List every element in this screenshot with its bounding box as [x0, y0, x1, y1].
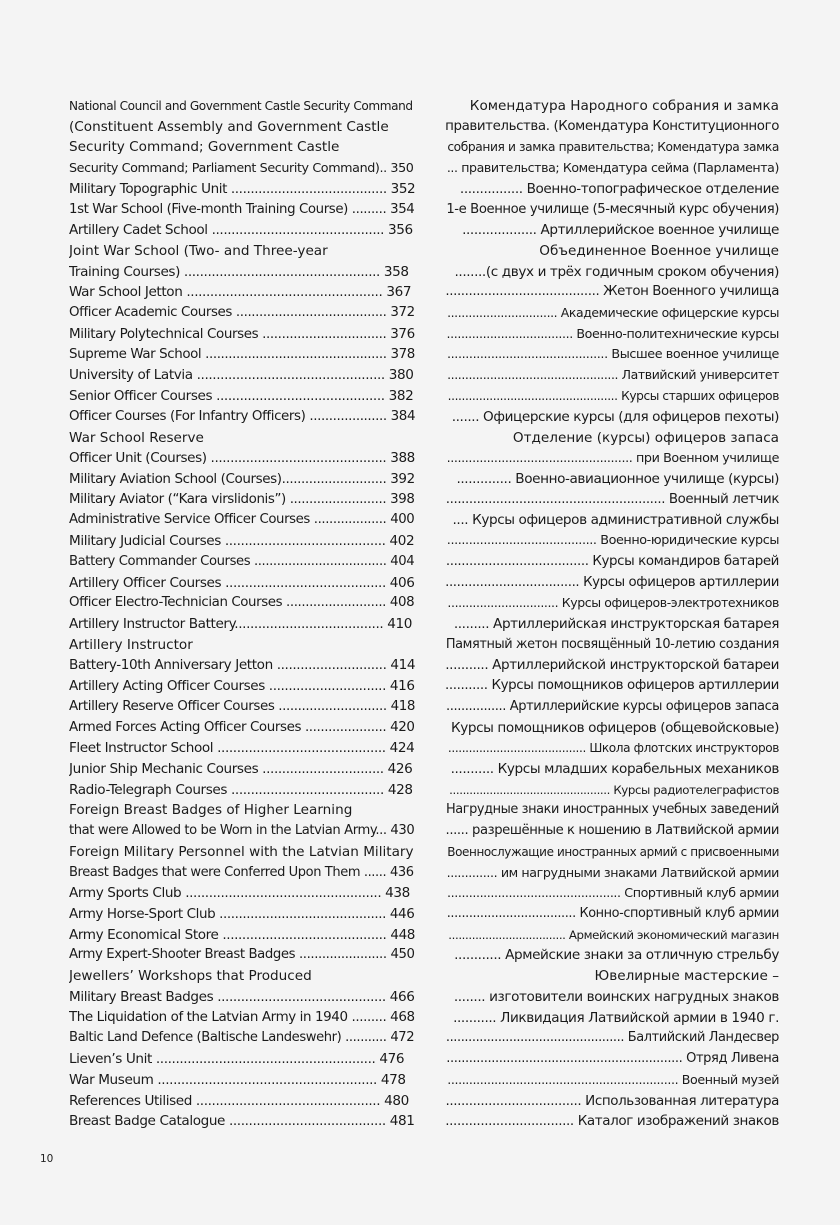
- toc-entry-en: Officer Unit (Courses) ............................................. 388: [69, 450, 415, 467]
- toc-entry-en: Training Courses) .................................................. 358: [69, 263, 409, 280]
- toc-entry-en: Foreign Breast Badges of Higher Learning: [69, 802, 353, 819]
- toc-entry-en: Junior Ship Mechanic Courses ............................... 426: [69, 761, 413, 777]
- toc-entry-en: Artillery Acting Officer Courses .............................. 416: [69, 678, 415, 695]
- toc-entry-en: Army Sports Club .................................................. 438: [69, 885, 410, 902]
- toc-entry-ru: ......................................................... Военный летчик: [445, 491, 779, 507]
- toc-entry-en: Officer Academic Courses ....................................... 372: [69, 305, 415, 321]
- toc-entry-en: National Council and Government Castle Security Command: [69, 99, 413, 113]
- toc-entry-ru: ................................... Военно-политехнические курсы: [446, 325, 779, 341]
- toc-entry-ru: ........... Ликвидация Латвийской армии в 1940 г.: [453, 1009, 779, 1026]
- toc-entry-en: War Museum ........................................................ 478: [69, 1071, 406, 1088]
- toc-entry-ru: Объединенное Военное училище: [539, 243, 779, 260]
- toc-entry-en: The Liquidation of the Latvian Army in 1940 ......... 468: [69, 1009, 415, 1025]
- toc-entry-en: that were Allowed to be Worn in the Latvian Army... 430: [69, 823, 415, 839]
- toc-entry-en: Foreign Military Personnel with the Latvian Military: [69, 843, 414, 860]
- toc-entry-ru: ... правительства; Комендатура сейма (Парламента): [446, 160, 779, 176]
- toc-entry-ru: собрания и замка правительства; Комендатура замка: [447, 140, 779, 155]
- toc-entry-ru: ........... Курсы младших корабельных механиков: [450, 761, 779, 777]
- toc-entry-ru: ................................................................ Военный музей: [447, 1071, 779, 1087]
- toc-entry-ru: .............. им нагрудными знаками Латвийской армии: [446, 864, 779, 880]
- toc-entry-ru: .... Курсы офицеров административной службы: [452, 512, 779, 529]
- toc-entry-ru: ................................................ Латвийский университет: [447, 367, 779, 383]
- toc-entry-ru: Отделение (курсы) офицеров запаса: [512, 429, 779, 446]
- toc-entry-en: Artillery Officer Courses ......................................... 406: [69, 574, 415, 591]
- toc-entry-ru: 1-е Военное училище (5-месячный курс обучения): [446, 201, 779, 217]
- toc-entry-ru: Ювелирные мастерские –: [594, 968, 779, 985]
- toc-entry-en: Breast Badge Catalogue ........................................ 481: [69, 1113, 415, 1130]
- toc-entry-ru: правительства. (Комендатура Конституционного: [445, 118, 779, 134]
- toc-entry-ru: ............................................................... Отряд Ливена: [446, 1051, 779, 1067]
- toc-entry-ru: ............................... Академические офицерские курсы: [447, 305, 779, 321]
- toc-entry-ru: ................................... Курсы офицеров артиллерии: [445, 574, 779, 590]
- toc-entry-ru: ............................... Курсы офицеров-электротехников: [447, 595, 779, 611]
- toc-entry-ru: ................................................. Курсы старших офицеров: [447, 389, 779, 404]
- toc-entry-en: Military Judicial Courses ......................................... 402: [69, 533, 415, 550]
- toc-entry-en: Joint War School (Two- and Three-year: [69, 243, 328, 260]
- toc-entry-ru: Курсы помощников офицеров (общевойсковые): [450, 719, 779, 736]
- toc-entry-ru: ............ Армейские знаки за отличную стрельбу: [454, 947, 779, 964]
- toc-entry-ru: .............. Военно-авиационное училище (курсы): [456, 470, 779, 487]
- toc-entry-ru: ................................. Каталог изображений знаков: [445, 1113, 779, 1130]
- toc-entry-en: War School Reserve: [69, 429, 204, 446]
- toc-entry-ru: ........... Курсы помощников офицеров артиллерии: [445, 678, 779, 694]
- toc-entry-en: Administrative Service Officer Courses ................... 400: [69, 512, 415, 528]
- table-of-contents-russian: [445, 96, 779, 1132]
- toc-entry-en: Baltic Land Defence (Baltische Landeswehr) ........... 472: [69, 1030, 415, 1046]
- toc-entry-ru: ......... Артиллерийская инструкторская батарея: [453, 615, 779, 632]
- toc-entry-en: Military Breast Badges ........................................... 466: [69, 988, 415, 1005]
- toc-entry-en: Officer Courses (For Infantry Officers) .................... 384: [69, 408, 415, 424]
- toc-entry-ru: ................................... Армейский экономический магазин: [448, 927, 779, 942]
- toc-entry-ru: ................... Артиллерийское военное училище: [462, 222, 779, 239]
- toc-entry-ru: ....... Офицерские курсы (для офицеров пехоты): [451, 408, 779, 425]
- toc-entry-en: Security Command; Parliament Security Command).. 350: [69, 160, 414, 176]
- toc-entry-en: Artillery Instructor Battery...................................... 410: [69, 615, 412, 632]
- toc-entry-ru: ................................................ Курсы радиотелеграфистов: [449, 782, 779, 797]
- toc-entry-ru: Нагрудные знаки иностранных учебных заведений: [445, 802, 779, 818]
- toc-entry-en: Senior Officer Courses ........................................... 382: [69, 388, 414, 405]
- toc-entry-ru: ................................................... при Военном училище: [446, 450, 779, 466]
- toc-entry-ru: ................................... Использованная литература: [445, 1092, 779, 1109]
- toc-entry-en: Military Topographic Unit ........................................ 352: [69, 180, 415, 197]
- toc-entry-en: 1st War School (Five-month Training Course) ......... 354: [69, 201, 415, 217]
- toc-entry-ru: ........................................ Жетон Военного училища: [445, 284, 779, 300]
- toc-entry-en: Military Aviator (“Kara virslidonis”) ......................... 398: [69, 491, 415, 507]
- toc-entry-ru: ................................................ Спортивный клуб армии: [447, 885, 779, 901]
- toc-entry-ru: ...... разрешённые к ношению в Латвийской армии: [445, 823, 779, 839]
- toc-entry-en: Jewellers’ Workshops that Produced: [69, 968, 312, 985]
- toc-entry-ru: ........(с двух и трёх годичным сроком обучения): [454, 263, 779, 280]
- toc-entry-ru: ................................................ Балтийский Ландесвер: [445, 1030, 779, 1046]
- toc-entry-en: Military Aviation School (Courses)........................... 392: [69, 470, 415, 487]
- toc-entry-en: Radio-Telegraph Courses ....................................... 428: [69, 781, 413, 798]
- toc-entry-ru: Комендатура Народного собрания и замка: [469, 98, 779, 114]
- toc-entry-en: Army Economical Store .......................................... 448: [69, 926, 415, 943]
- toc-entry-ru: ........................................ Школа флотских инструкторов: [447, 741, 779, 756]
- toc-entry-en: Armed Forces Acting Officer Courses ..................... 420: [69, 719, 415, 735]
- toc-entry-en: Military Polytechnical Courses ................................ 376: [69, 325, 415, 342]
- toc-entry-en: Army Expert-Shooter Breast Badges ....................... 450: [69, 947, 415, 963]
- toc-entry-en: Army Horse-Sport Club ........................................... 446: [69, 906, 415, 923]
- toc-entry-en: Fleet Instructor School ........................................... 424: [69, 740, 415, 757]
- toc-entry-ru: Военнослужащие иностранных армий с присвоенными: [447, 844, 779, 859]
- toc-entry-en: Artillery Cadet School ............................................ 356: [69, 222, 413, 239]
- toc-entry-en: University of Latvia ................................................ 380: [69, 367, 414, 384]
- toc-entry-ru: ................ Артиллерийские курсы офицеров запаса: [446, 698, 779, 714]
- toc-entry-ru: ................................... Конно-спортивный клуб армии: [446, 906, 779, 922]
- toc-entry-ru: ........ изготовители воинских нагрудных знаков: [453, 988, 779, 1005]
- toc-entry-en: Battery-10th Anniversary Jetton ............................ 414: [69, 657, 415, 674]
- toc-entry-en: Artillery Reserve Officer Courses ............................ 418: [69, 698, 415, 714]
- toc-entry-ru: Памятный жетон посвящённый 10-летию создания: [445, 636, 779, 652]
- toc-entry-en: Security Command; Government Castle: [69, 139, 340, 156]
- toc-entry-en: War School Jetton .................................................. 367: [69, 284, 412, 301]
- toc-entry-ru: ............................................ Высшее военное училище: [447, 346, 779, 362]
- page-number: 10: [40, 1153, 54, 1165]
- toc-entry-en: Supreme War School ............................................... 378: [69, 346, 415, 362]
- toc-entry-en: Breast Badges that were Conferred Upon Them ...... 436: [69, 864, 414, 880]
- toc-entry-en: Battery Commander Courses ................................... 404: [69, 553, 415, 569]
- toc-entry-ru: ..................................... Курсы командиров батарей: [445, 553, 779, 569]
- toc-entry-en: Lieven’s Unit ........................................................ 476: [69, 1051, 405, 1068]
- table-of-contents-english: [69, 96, 415, 1132]
- toc-entry-ru: ................ Военно-топографическое отделение: [459, 180, 779, 197]
- toc-entry-ru: ......................................... Военно-юридические курсы: [446, 533, 779, 549]
- toc-entry-en: Officer Electro-Technician Courses .......................... 408: [69, 595, 415, 611]
- toc-entry-en: Artillery Instructor: [69, 636, 193, 653]
- toc-entry-en: References Utilised ............................................... 480: [69, 1092, 409, 1109]
- toc-entry-ru: ........... Артиллерийской инструкторской батареи: [445, 657, 779, 674]
- toc-entry-en: (Constituent Assembly and Government Castle: [69, 118, 389, 135]
